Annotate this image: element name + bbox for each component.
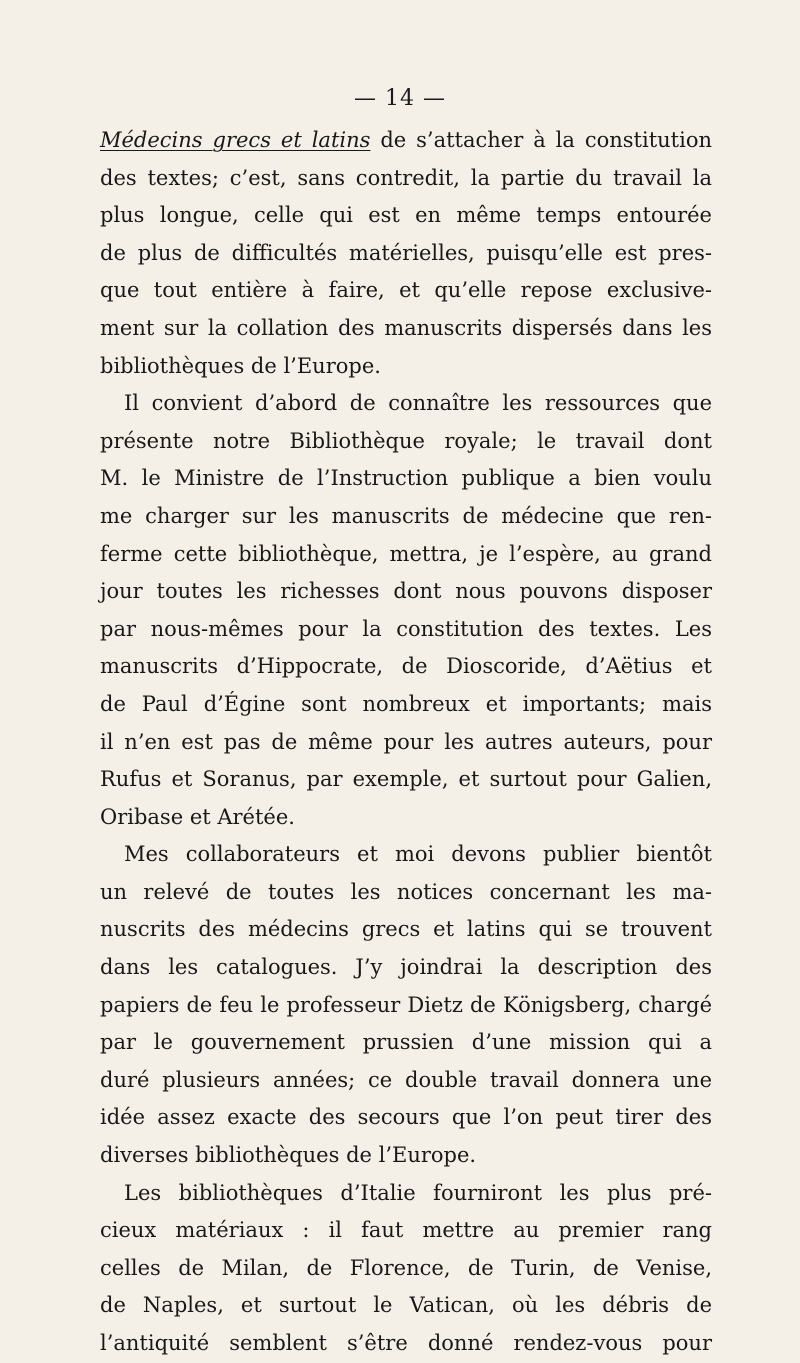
text-line: Les bibliothèques d’Italie fourniront les plus pré- — [124, 1180, 712, 1205]
text-line: Il convient d’abord de connaître les ressources que — [124, 391, 712, 416]
text-line: bibliothèques de l’Europe. — [100, 353, 381, 378]
text-line: plus longue, celle qui est en même temps entourée — [100, 203, 712, 228]
text-line: par nous-mêmes pour la constitution des textes. Les — [100, 616, 712, 641]
text-line: Mes collaborateurs et moi devons publier bientôt — [124, 842, 712, 867]
text-line: ment sur la collation des manuscrits dispersés dans les — [100, 315, 712, 340]
text-line: jour toutes les richesses dont nous pouvons disposer — [100, 579, 712, 604]
text-line: un relevé de toutes les notices concernant les ma- — [100, 879, 712, 904]
text-line: ferme cette bibliothèque, mettra, je l’espère, au grand — [100, 541, 712, 566]
text-line: M. le Ministre de l’Instruction publique a bien voulu — [100, 466, 712, 491]
text-line: Rufus et Soranus, par exemple, et surtout pour Galien, — [100, 767, 712, 792]
text-line: que tout entière à faire, et qu’elle repose exclusive- — [100, 278, 712, 303]
body-text — [100, 122, 712, 1363]
text-line: par le gouvernement prussien d’une mission qui a — [100, 1030, 712, 1055]
line-text: de s’attacher à la constitution — [370, 128, 712, 152]
text-line: de Naples, et surtout le Vatican, où les débris de — [100, 1293, 712, 1318]
text-line: nuscrits des médecins grecs et latins qui se trouvent — [100, 917, 712, 942]
text-line: celles de Milan, de Florence, de Turin, de Venise, — [100, 1255, 712, 1280]
text-line — [100, 122, 712, 160]
text-line: papiers de feu le professeur Dietz de Königsberg, chargé — [100, 992, 712, 1017]
text-line: de Paul d’Égine sont nombreux et importants; mais — [100, 691, 712, 716]
text-line: manuscrits d’Hippocrate, de Dioscoride, d’Aëtius et — [100, 654, 712, 679]
text-line: idée assez exacte des secours que l’on peut tirer des — [100, 1105, 712, 1130]
text-line: présente notre Bibliothèque royale; le travail dont — [100, 428, 712, 453]
text-line: diverses bibliothèques de l’Europe. — [100, 1143, 477, 1168]
text-line: dans les catalogues. J’y joindrai la description des — [100, 955, 712, 980]
text-line: il n’en est pas de même pour les autres auteurs, pour — [100, 729, 712, 754]
page-number: — 14 — — [354, 86, 446, 111]
text-line: Oribase et Arétée. — [100, 804, 295, 829]
text-line: me charger sur les manuscrits de médecine que ren- — [100, 503, 712, 528]
text-line: de plus de difficultés matérielles, puisqu’elle est pres- — [100, 240, 712, 265]
text-line: cieux matériaux : il faut mettre au premier rang — [100, 1218, 712, 1243]
text-line: duré plusieurs années; ce double travail donnera une — [100, 1067, 712, 1092]
text-line: des textes; c’est, sans contredit, la partie du travail la — [100, 165, 712, 190]
italic-title: Médecins grecs et latins — [100, 128, 371, 152]
text-line: l’antiquité semblent s’être donné rendez-vous pour — [100, 1331, 712, 1355]
